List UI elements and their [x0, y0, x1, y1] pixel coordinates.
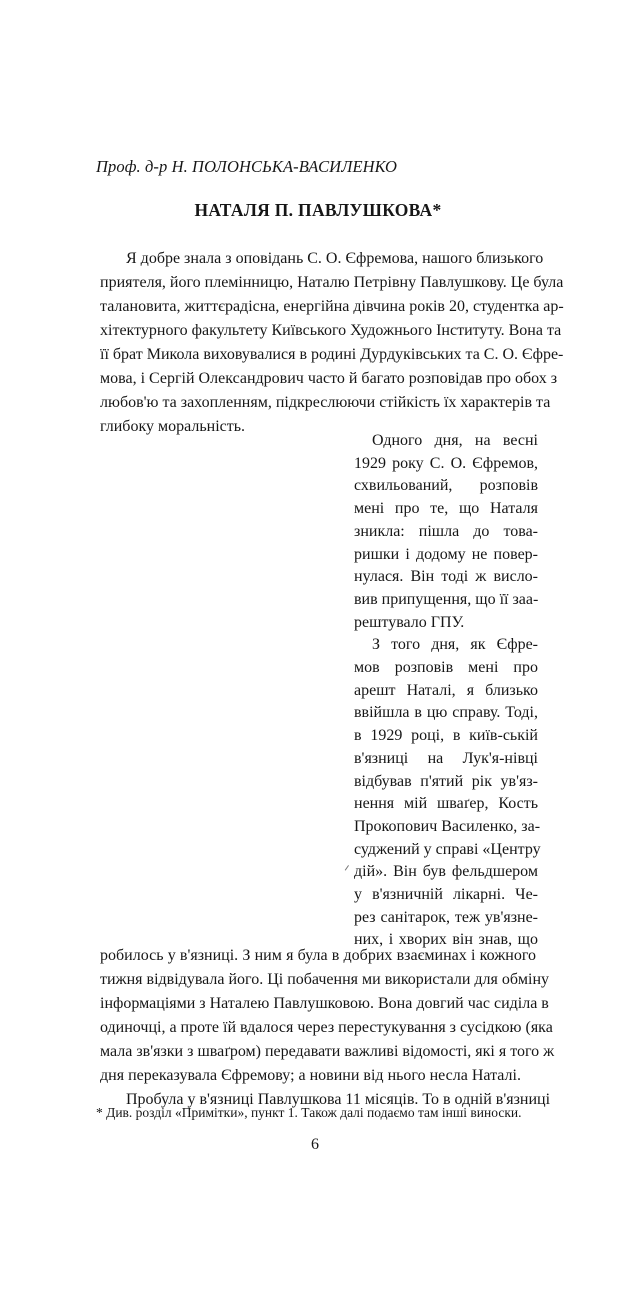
column-line: у в'язничній лікарні. Че- [354, 886, 538, 903]
paragraph-line: Пробула у в'язниці Павлушкова 11 місяців. То в одній в'язниці [126, 1091, 551, 1108]
paragraph-line: одиночці, а проте їй вдалося через перестукування з сусідкою (яка [100, 1019, 553, 1036]
paragraph-line: Я добре знала з оповідань С. О. Єфремова, нашого близького [126, 250, 544, 267]
paragraph-line: хітектурного факультету Київського Художнього Інституту. Вона та [100, 322, 562, 339]
column-line: Прокопович Василенко, за- [354, 818, 541, 835]
column-line: ввійшла в цю справу. Тоді, [354, 704, 538, 721]
column-line: суджений у справі «Центру [354, 841, 541, 858]
column-line: нулася. Він тоді ж вислo- [354, 568, 538, 585]
scan-speck [345, 865, 353, 873]
column-line: 1929 року С. О. Єфремов, [354, 455, 538, 472]
page-number: 6 [311, 1136, 319, 1153]
column-line: нення мій шваґер, Кость [354, 795, 538, 812]
footnote: * Див. розділ «Примітки», пункт 1. Також далі подаємо там інші виноски. [96, 1105, 522, 1120]
paragraph-line: інформаціями з Наталею Павлушковою. Вона довгий час сиділа в [100, 995, 549, 1012]
column-line: мені про те, що Наталя [354, 500, 538, 517]
paragraph-line: приятеля, його племінницю, Наталю Петрівну Павлушкову. Це була [100, 274, 564, 291]
column-line: в'язниці на Лук'я-нівці [354, 750, 538, 767]
paragraph-line: дня переказувала Єфремову; а новини від нього несла Наталі. [100, 1067, 521, 1084]
column-line: в 1929 році, в київ-ській [354, 727, 538, 744]
column-line: дій». Він був фельдшером [354, 863, 538, 880]
column-line: ришки і додому не повер- [354, 546, 538, 563]
paragraph-line: робилось у в'язниці. З ним я була в добрих взаєминах і кожного [100, 947, 536, 964]
column-line: них, і хворих він знав, що [354, 931, 538, 948]
paragraph-line: талановита, життєрадісна, енергійна дівчина років 20, студентка ар- [100, 298, 564, 315]
paragraph-line: мала зв'язки з шваґром) передавати важливі відомості, які я того ж [100, 1043, 555, 1060]
column-line: мов розповів мені про [354, 659, 538, 676]
paragraph-line: мова, і Сергій Олександрович часто й багато розповідав про обох з [100, 370, 558, 387]
paragraph-line: її брат Микола виховувалися в родині Дурдуківських та С. О. Єфре- [100, 346, 564, 363]
author-byline: Проф. д-р Н. ПОЛОНСЬКА-ВАСИЛЕНКО [96, 157, 397, 176]
column-line: відбував п'ятий рік ув'яз- [354, 773, 538, 790]
column-line: Одного дня, на весні [372, 432, 538, 449]
paragraph-line: глибоку моральність. [100, 418, 246, 435]
paragraph-line: тижня відвідувала його. Ці побачення ми використали для обміну [100, 971, 550, 988]
column-line: З того дня, як Єфре- [372, 636, 538, 653]
column-line: зникла: пішла до това- [354, 523, 538, 540]
column-line: арешт Наталі, я близько [354, 682, 538, 699]
paragraph-line: любов'ю та захопленням, підкреслюючи стійкість їх характерів та [100, 394, 551, 411]
article-title: НАТАЛЯ П. ПАВЛУШКОВА* [194, 200, 442, 220]
column-line: рез санітарок, теж ув'язне- [354, 909, 538, 926]
column-line: рештувало ГПУ. [354, 614, 465, 631]
column-line: вив припущення, що її заa- [354, 591, 539, 608]
column-line: схвильований, розповів [354, 477, 538, 494]
